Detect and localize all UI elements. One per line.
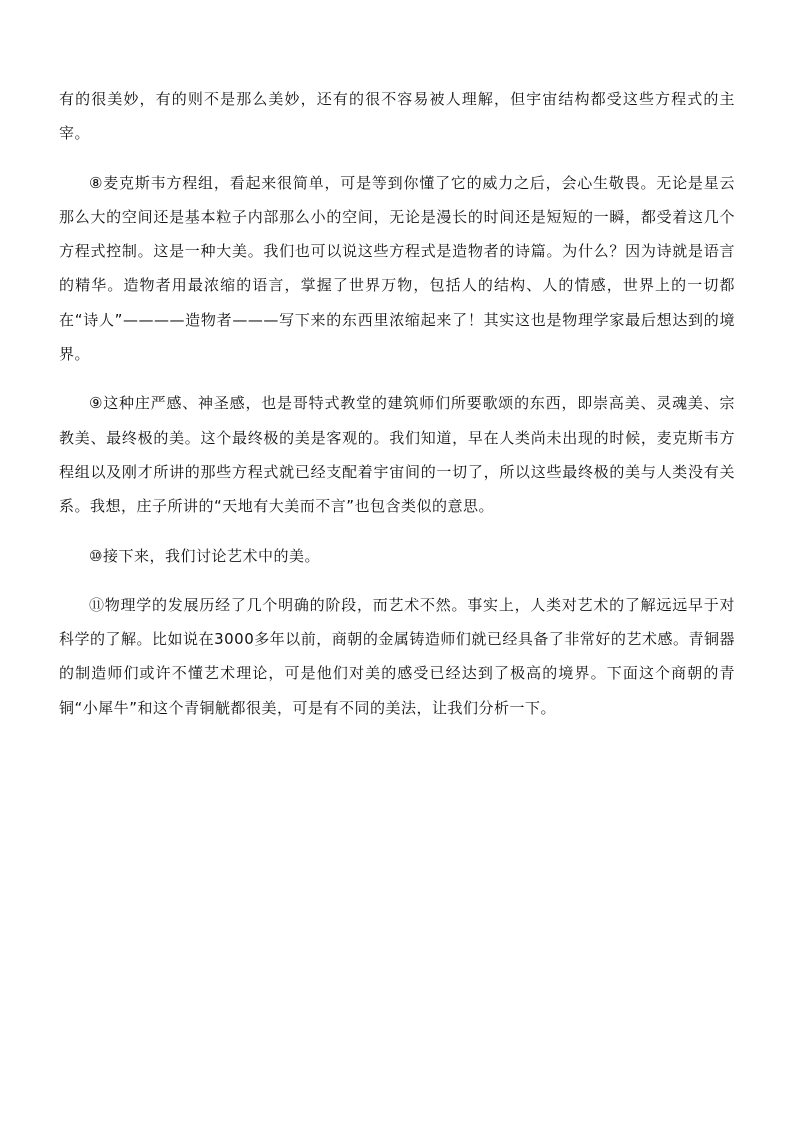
paragraph-continued: 有的很美妙，有的则不是那么美妙，还有的很不容易被人理解，但宇宙结构都受这些方程式的主宰。 (59, 90, 735, 143)
paragraph-11: ⑪物理学的发展历经了几个明确的阶段，而艺术不然。事实上，人类对艺术的了解远远早于对科学的了解。比如说在3000多年以前，商朝的金属铸造师们就已经具备了非常好的艺术感。青铜器的制造师们或许不懂艺术理论，可是他们对美的感受已经达到了极高的境界。下面这个商朝的青铜“小犀牛”和这个青铜觥都很美，可是有不同的美法，让我们分析一下。 (59, 595, 735, 717)
paragraph-10: ⑩接下来，我们讨论艺术中的美。 (89, 546, 320, 565)
paragraph-gap (59, 151, 735, 166)
document-body (59, 82, 735, 725)
paragraph-gap (59, 573, 735, 588)
paragraph-gap (59, 371, 735, 386)
paragraph-gap (59, 524, 735, 539)
paragraph-8: ⑧麦克斯韦方程组，看起来很简单，可是等到你懂了它的威力之后，会心生敬畏。无论是星云那么大的空间还是基本粒子内部那么小的空间，无论是漫长的时间还是短短的一瞬，都受着这几个方程式控制。这是一种大美。我们也可以说这些方程式是造物者的诗篇。为什么？因为诗就是语言的精华。造物者用最浓缩的语言，掌握了世界万物，包括人的结构、人的情感，世界上的一切都在“诗人”————造物者———写下来的东西里浓缩起来了！其实这也是物理学家最后想达到的境界。 (59, 173, 735, 364)
paragraph-9: ⑨这种庄严感、神圣感，也是哥特式教堂的建筑师们所要歌颂的东西，即崇高美、灵魂美、宗教美、最终极的美。这个最终极的美是客观的。我们知道，早在人类尚未出现的时候，麦克斯韦方程组以及刚才所讲的那些方程式就已经支配着宇宙间的一切了，所以这些最终极的美与人类没有关系。我想，庄子所讲的“天地有大美而不言”也包含类似的意思。 (59, 394, 735, 516)
